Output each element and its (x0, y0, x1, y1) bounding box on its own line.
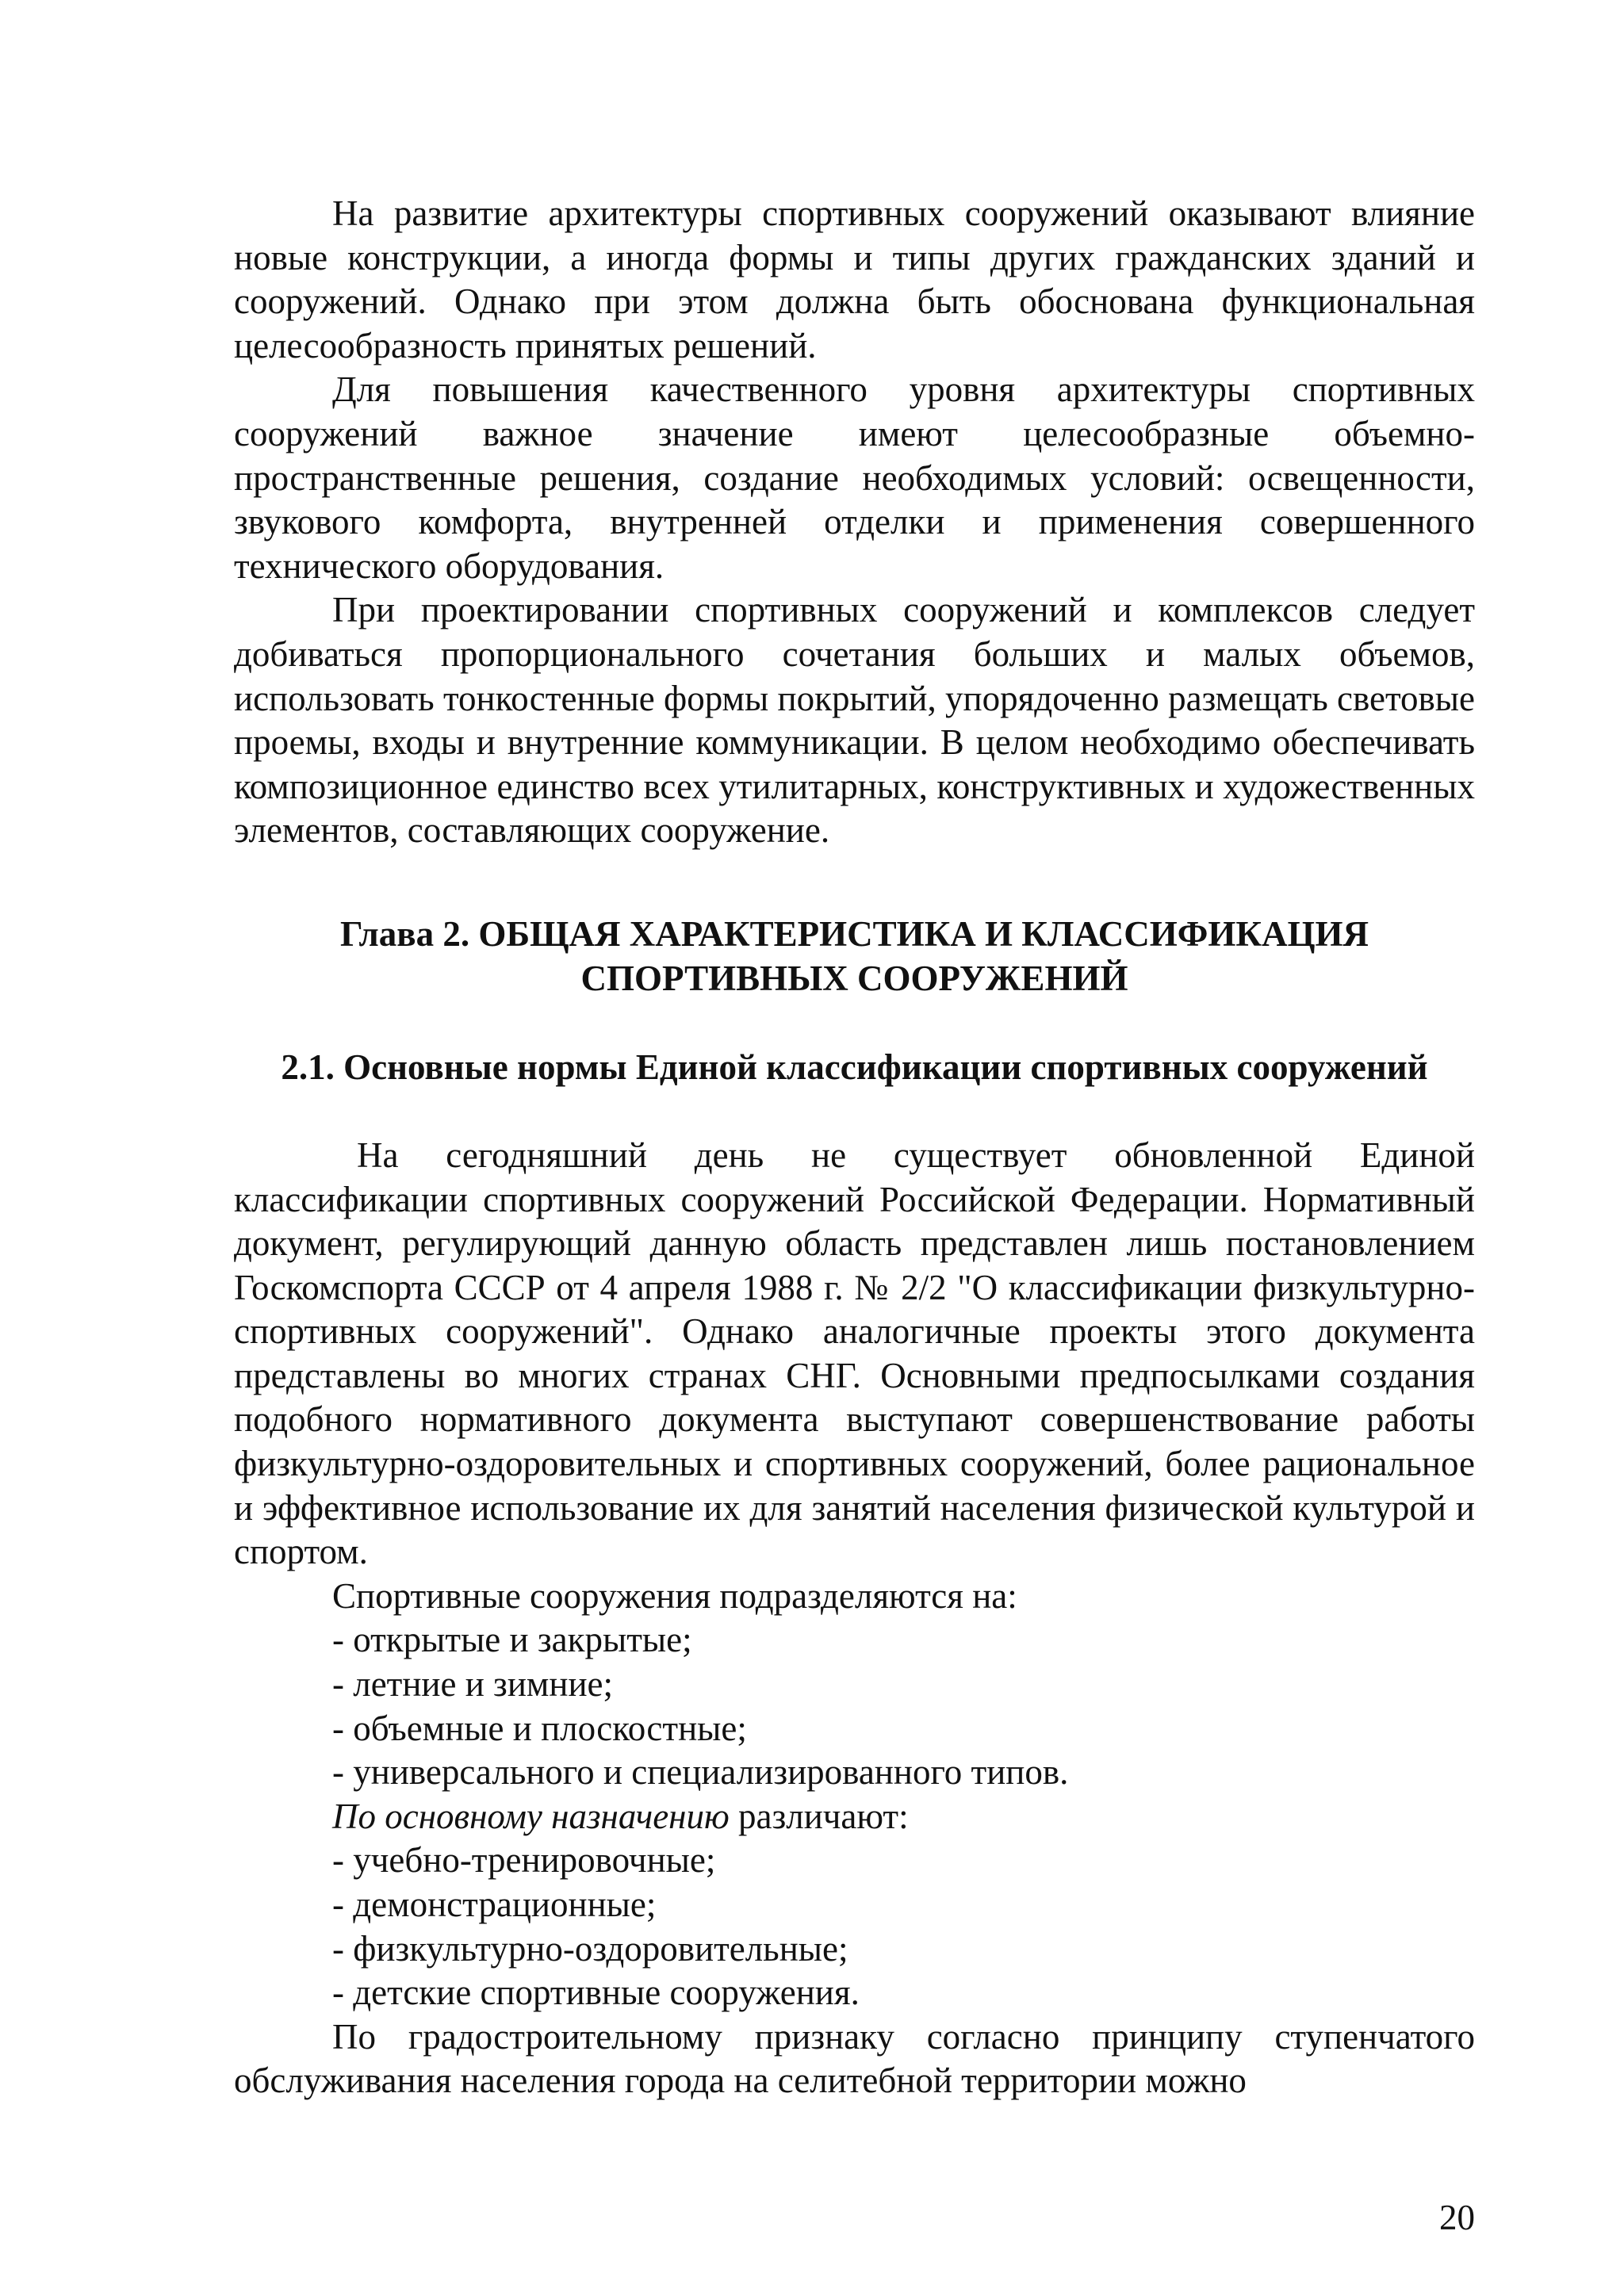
list-item: - объемные и плоскостные; (332, 1708, 747, 1748)
purpose-intro (234, 1795, 1475, 1839)
body-paragraph: На развитие архитектуры спортивных сооружений оказывают влияние новые конструкции, а иногда формы и типы других гражданских зданий и сооружений. Однако при этом должна быть обоснована функциональная целесообразность принятых решений. (234, 193, 1475, 365)
list-item: - учебно-тренировочные; (332, 1840, 716, 1881)
list-item: - физкультурно-оздоровительные; (332, 1928, 848, 1969)
list-item: - летние и зимние; (332, 1664, 614, 1705)
purpose-intro-italic: По основному назначению (332, 1796, 730, 1836)
list-item: - универсального и специализированного типов. (332, 1752, 1069, 1793)
subdivision-intro: Спортивные сооружения подразделяются на: (332, 1575, 1017, 1616)
section-heading: 2.1. Основные нормы Единой классификации спортивных сооружений (281, 1047, 1428, 1087)
chapter-heading-line-1: Глава 2. ОБЩАЯ ХАРАКТЕРИСТИКА И КЛАССИФИКАЦИЯ (340, 913, 1369, 954)
document-page (234, 192, 1475, 2103)
page-number: 20 (1439, 2198, 1475, 2237)
chapter-heading-line-2: СПОРТИВНЫХ СООРУЖЕНИЙ (580, 958, 1128, 998)
list-item: - детские спортивные сооружения. (332, 1973, 860, 2013)
body-paragraph: Для повышения качественного уровня архитектуры спортивных сооружений важное значение имеют целесообразные объемно-пространственные решения, создание необходимых условий: освещенности, звукового комфорта, внутренней отделки и применения совершенного технического оборудования. (234, 369, 1475, 586)
final-paragraph: По градостроительному признаку согласно принципу ступенчатого обслуживания населения города на селитебной территории можно (234, 2016, 1475, 2101)
intro-paragraph: На сегодняшний день не существует обновленной Единой классификации спортивных сооружений Российской Федерации. Нормативный документ, регулирующий данную область представлен лишь постановлением Госкомспорта СССР от 4 апреля 1988 г. № 2/2 "О классификации физкультурно-спортивных сооружений". Однако аналогичные проекты этого документа представлены во многих странах СНГ. Основными предпосылками создания подобного нормативного документа выступают совершенствование работы физкультурно-оздоровительных и спортивных сооружений, более рациональное и эффективное использование их для занятий населения физической культурой и спортом. (234, 1135, 1475, 1572)
purpose-intro-rest: различают: (729, 1796, 909, 1836)
list-item: - открытые и закрытые; (332, 1620, 692, 1660)
chapter-heading (234, 912, 1475, 1001)
list-item: - демонстрационные; (332, 1885, 657, 1924)
body-paragraph: При проектировании спортивных сооружений и комплексов следует добиваться пропорционального сочетания больших и малых объемов, использовать тонкостенные формы покрытий, упорядоченно размещать световые проемы, входы и внутренние коммуникации. В целом необходимо обеспечивать композиционное единство всех утилитарных, конструктивных и художественных элементов, составляющих сооружение. (234, 590, 1475, 851)
